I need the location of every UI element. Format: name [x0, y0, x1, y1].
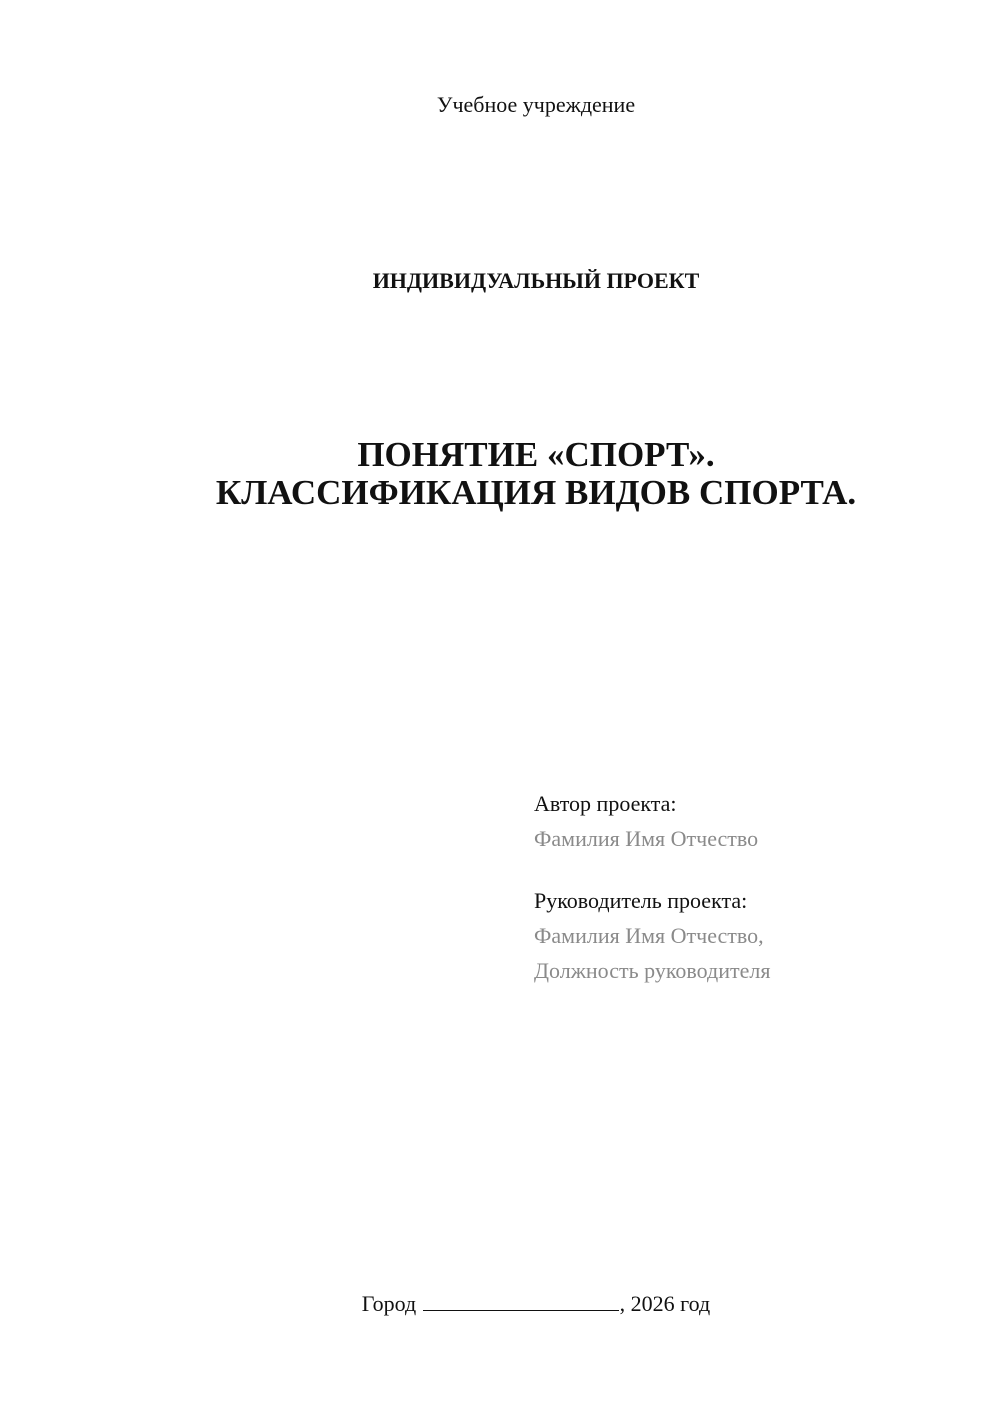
city-label: Город [361, 1291, 417, 1316]
author-name: Фамилия Имя Отчество [534, 826, 759, 851]
project-title-line-1: ПОНЯТИЕ «СПОРТ». [357, 435, 715, 474]
supervisor-name: Фамилия Имя Отчество, [534, 923, 764, 948]
city-blank-line [423, 1290, 619, 1311]
project-title [0, 436, 1000, 512]
author-label: Автор проекта: [534, 791, 677, 816]
supervisor-position: Должность руководителя [534, 958, 771, 983]
year-text: , 2026 год [619, 1291, 711, 1316]
project-title-line-2: КЛАССИФИКАЦИЯ ВИДОВ СПОРТА. [215, 473, 857, 512]
document-type: ИНДИВИДУАЛЬНЫЙ ПРОЕКТ [372, 268, 700, 293]
credits-block [534, 786, 974, 988]
credits-spacer [534, 856, 974, 883]
footer-city-year [0, 1288, 1000, 1320]
supervisor-label: Руководитель проекта: [534, 888, 748, 913]
institution-name: Учебное учреждение [436, 92, 636, 117]
